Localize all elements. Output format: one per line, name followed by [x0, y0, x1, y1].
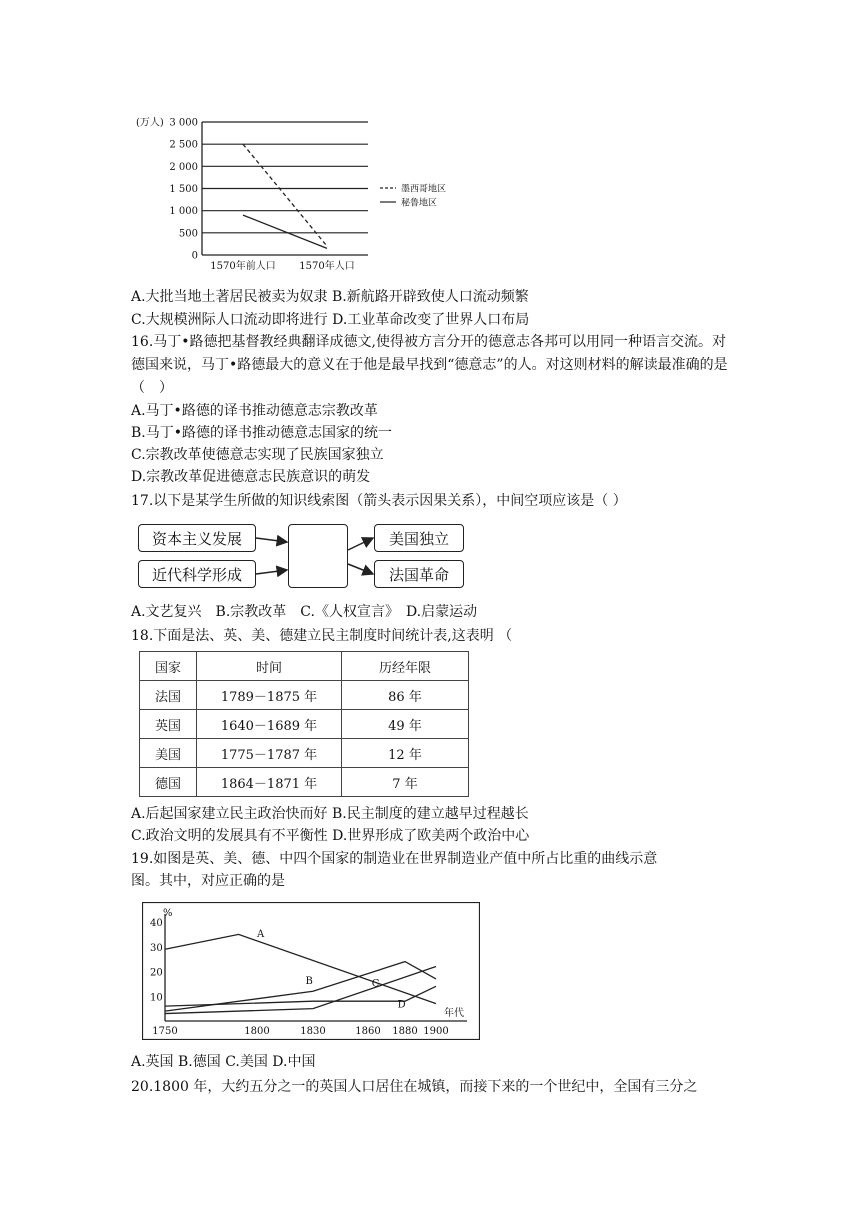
table-row: [140, 681, 469, 710]
x-tick-label: 1830: [300, 1026, 326, 1037]
q16-option-c: C.宗教改革使德意志实现了民族国家独立: [131, 447, 384, 463]
knowledge-diagram: [138, 520, 468, 592]
box-us-independence: 美国独立: [374, 524, 464, 552]
y-tick-label: 0: [191, 250, 198, 262]
x-tick-label: 1570年人口: [299, 261, 355, 272]
democracy-table: [139, 651, 469, 797]
table-header: 国家: [140, 652, 197, 681]
y-tick-label: 20: [150, 967, 163, 979]
table-cell: 12 年: [342, 739, 469, 768]
table-cell: 7 年: [342, 768, 469, 797]
y-unit-label: (万人): [136, 117, 164, 129]
q16-option-b: B.马丁•路德的译书推动德意志国家的统一: [131, 425, 392, 441]
q15-options-line2: C.大规模洲际人口流动即将进行 D.工业革命改变了世界人口布局: [131, 312, 530, 328]
q15-options-line1: A.大批当地土著居民被卖为奴隶 B.新航路开辟致使人口流动频繁: [131, 289, 529, 305]
table-cell: 英国: [140, 710, 197, 739]
table-cell: 1864－1871 年: [197, 768, 342, 797]
table-header: 时间: [197, 652, 342, 681]
series-label: C: [371, 978, 380, 990]
table-cell: 1640－1689 年: [197, 710, 342, 739]
q18-options-line2: C.政治文明的发展具有不平衡性 D.世界形成了欧美两个政治中心: [131, 828, 530, 844]
series-line: [243, 144, 327, 246]
box-science: 近代科学形成: [138, 560, 256, 588]
box-french-revolution: 法国革命: [374, 560, 464, 588]
q16-option-a: A.马丁•路德的译书推动德意志宗教改革: [131, 403, 378, 419]
y-tick-label: 2 000: [169, 161, 198, 173]
x-unit-label: 年代: [444, 1008, 464, 1019]
table-cell: 德国: [140, 768, 197, 797]
q16-stem: 16.马丁•路德把基督教经典翻译成德文,使得被方言分开的德意志各邦可以用同一种语言交流。对德国来说，马丁•路德最大的意义在于他是最早找到“德意志”的人。对这则材料的解读最准确的是 （ ）: [131, 334, 742, 396]
table-cell: 1789－1875 年: [197, 681, 342, 710]
table-cell: 1775－1787 年: [197, 739, 342, 768]
x-tick-label: 1860: [355, 1026, 381, 1037]
table-header: 历经年限: [342, 652, 469, 681]
table-cell: 86 年: [342, 681, 469, 710]
series-label: D: [397, 999, 406, 1011]
q18-stem: 18.下面是法、英、美、德建立民主制度时间统计表,这表明 （: [131, 628, 513, 644]
legend-label: 墨西哥地区: [401, 184, 447, 195]
x-tick-label: 1570年前人口: [210, 261, 276, 272]
manufacturing-chart: [142, 902, 480, 1040]
table-cell: 49 年: [342, 710, 469, 739]
table-row: [140, 768, 469, 797]
y-tick-label: 40: [150, 918, 163, 929]
legend-label: 秘鲁地区: [401, 198, 438, 209]
q19-stem-line1: 19.如图是英、美、德、中四个国家的制造业在世界制造业产值中所占比重的曲线示意: [131, 851, 658, 867]
series-line: [165, 962, 436, 1012]
y-tick-label: 500: [178, 228, 198, 240]
y-tick-label: 1 500: [169, 184, 198, 195]
x-tick-label: 1800: [244, 1026, 270, 1037]
y-tick-label: 30: [150, 942, 163, 954]
series-label: B: [305, 975, 313, 987]
table-cell: 美国: [140, 739, 197, 768]
q16-option-d: D.宗教改革促进德意志民族意识的萌发: [131, 469, 371, 485]
q19-stem-line2: 图。其中，对应正确的是: [131, 873, 285, 889]
y-tick-label: 3 000: [169, 117, 198, 129]
q18-options-line1: A.后起国家建立民主政治快而好 B.民主制度的建立越早过程越长: [131, 806, 529, 822]
diagram-arrows: [138, 520, 468, 592]
table-cell: 法国: [140, 681, 197, 710]
q20-stem: 20.1800 年，大约五分之一的英国人口居住在城镇，而接下来的一个世纪中，全国有三分之: [131, 1079, 698, 1095]
table-row: [140, 710, 469, 739]
q17-options: A.文艺复兴 B.宗教改革 C.《人权宣言》 D.启蒙运动: [131, 604, 478, 620]
y-tick-label: 2 500: [169, 139, 198, 151]
x-tick-label: 1900: [423, 1026, 449, 1037]
table-header-row: [140, 652, 469, 681]
q17-stem: 17.以下是某学生所做的知识线索图（箭头表示因果关系），中间空项应该是（ ）: [131, 493, 627, 509]
table-row: [140, 739, 469, 768]
y-tick-label: 1 000: [169, 206, 198, 218]
x-tick-label: 1750: [152, 1026, 178, 1037]
q19-options: A.英国 B.德国 C.美国 D.中国: [131, 1054, 316, 1070]
series-label: A: [257, 928, 265, 940]
population-chart: [130, 112, 470, 277]
y-unit-label: %: [163, 908, 173, 919]
x-tick-label: 1880: [392, 1026, 418, 1037]
box-capitalism: 资本主义发展: [138, 524, 256, 552]
y-tick-label: 10: [150, 992, 163, 1004]
